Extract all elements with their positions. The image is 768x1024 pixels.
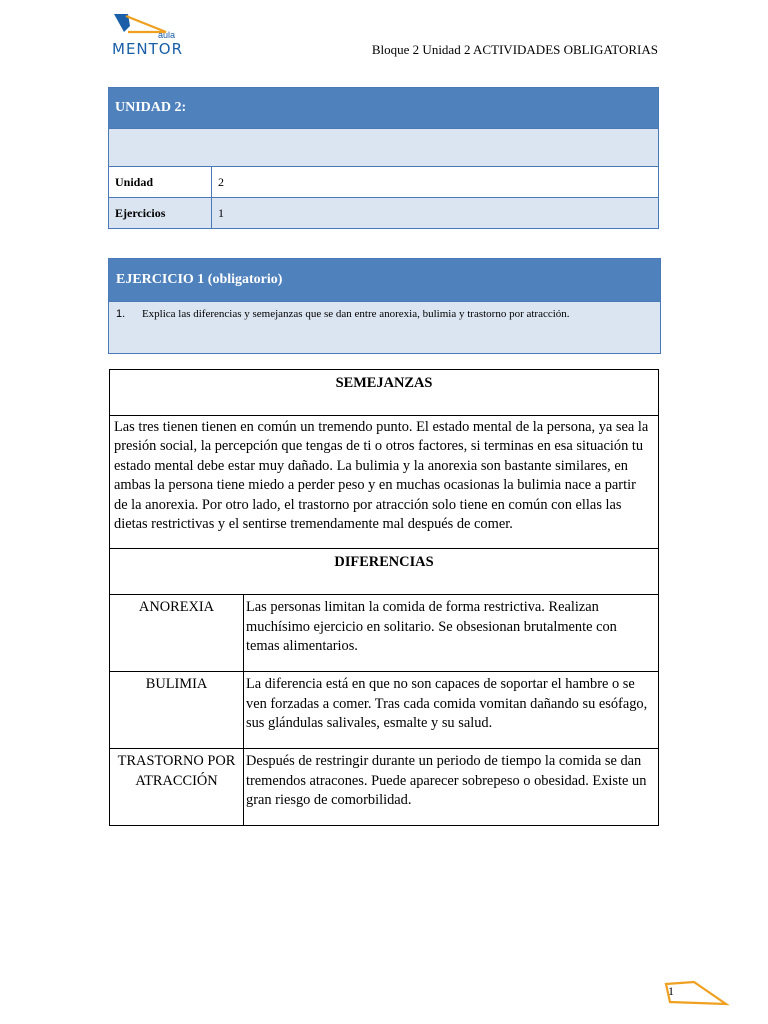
difference-description: La diferencia está en que no son capaces de soportar el hambre o se ven forzadas a comer. Tras cada comida vomitan dañando su esófago, sus glándulas salivales, esmalte y su salud. [244,672,659,749]
difference-row [110,672,659,749]
unit-table [108,87,659,229]
difference-row [110,595,659,672]
unit-title: UNIDAD 2: [109,88,659,129]
difference-category: BULIMIA [110,672,244,749]
exercise-table [108,258,661,354]
logo-mentor-text: MENTOR [112,40,184,58]
similarities-text: Las tres tienen tienen en común un tremendo punto. El estado mental de la persona, ya sea la presión social, la percepción que tengas de ti o otros factores, si terminas en esa situación tu estado mental debe estar muy dañado. La bulimia y la anorexia son bastante similares, en ambas la persona tiene miedo a perder peso y en muchas ocasionas la bulimia nace a partir de la anorexia. Por otro lado, el trastorno por atracción solo tiene en común con ellas las dietas restrictivas y el sentirse tremendamente mal después de comer. [110,416,659,549]
aula-mentor-logo [108,12,188,60]
difference-row [110,749,659,826]
exercises-value: 1 [212,198,659,229]
page-number: 1 [668,984,674,998]
exercise-task [109,302,661,354]
page-number-badge [664,980,730,1010]
difference-category: ANOREXIA [110,595,244,672]
answer-table [109,369,659,826]
exercise-title: EJERCICIO 1 (obligatorio) [109,259,661,302]
unit-subtitle [109,129,659,167]
logo-aula-text: aula [158,30,176,40]
difference-description: Las personas limitan la comida de forma restrictiva. Realizan muchísimo ejercicio en solitario. Se obsesionan brutalmente con temas alimentarios. [244,595,659,672]
difference-description: Después de restringir durante un periodo de tiempo la comida se dan tremendos atracones. Puede aparecer sobrepeso o obesidad. Existe un gran riesgo de comorbilidad. [244,749,659,826]
task-number: 1. [116,308,126,320]
similarities-heading: SEMEJANZAS [110,370,659,416]
task-text: Explica las diferencias y semejanzas que se dan entre anorexia, bulimia y trastorno por atracción. [141,308,570,320]
difference-category: TRASTORNO POR ATRACCIÓN [110,749,244,826]
exercises-label: Ejercicios [109,198,212,229]
unit-row [109,167,659,198]
unit-label: Unidad [109,167,212,198]
exercises-row [109,198,659,229]
unit-value: 2 [212,167,659,198]
differences-heading: DIFERENCIAS [110,549,659,595]
document-title: Bloque 2 Unidad 2 ACTIVIDADES OBLIGATORIAS [371,42,658,57]
